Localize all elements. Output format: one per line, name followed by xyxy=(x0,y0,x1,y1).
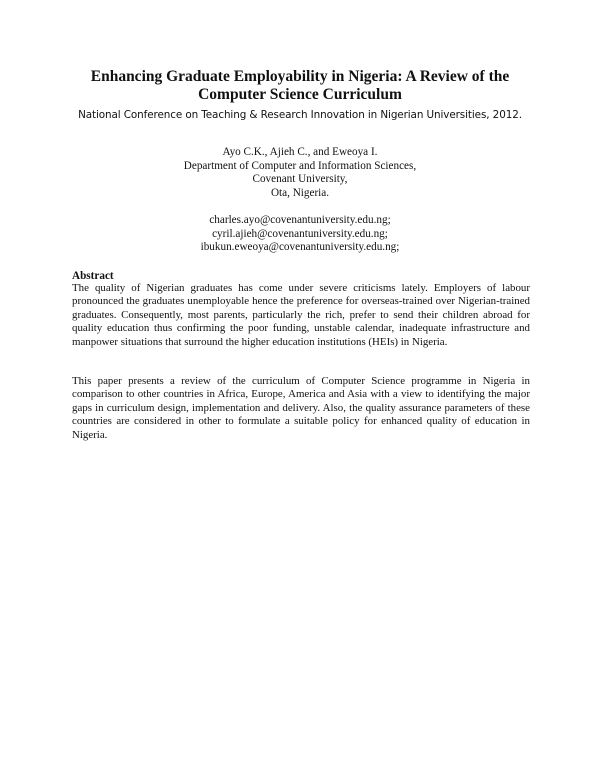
affiliation-location: Ota, Nigeria. xyxy=(270,186,330,199)
email-block xyxy=(100,214,500,255)
paper-title-line-1: Enhancing Graduate Employability in Nigeria: A Review of the xyxy=(90,68,510,85)
author-names: Ayo C.K., Ajieh C., and Eweoya I. xyxy=(222,146,378,158)
paper-title xyxy=(60,68,540,104)
email-address: ibukun.eweoya@covenantuniversity.edu.ng; xyxy=(200,241,400,254)
abstract-heading: Abstract xyxy=(72,270,114,282)
affiliation-department: Department of Computer and Information Sciences, xyxy=(183,159,417,172)
paper-title-line-2: Computer Science Curriculum xyxy=(198,86,402,103)
abstract-paragraph-1: The quality of Nigerian graduates has come under severe criticisms lately. Employers of labour pronounced the graduates unemployable hence the preference for overseas-trained over Nigerian-trained graduates. Consequently, most parents, particularly the rich, prefer to send their children abroad for quality education thus confirming the poor funding, unstable calendar, inadequate infrastructure and manpower situations that surround the higher education institutions (HEIs) in Nigeria. xyxy=(72,282,530,348)
author-block xyxy=(100,146,500,200)
email-address: charles.ayo@covenantuniversity.edu.ng; xyxy=(209,214,391,226)
email-address: cyril.ajieh@covenantuniversity.edu.ng; xyxy=(212,227,388,240)
abstract-paragraph-2: This paper presents a review of the curriculum of Computer Science programme in Nigeria in comparison to other countries in Africa, Europe, America and Asia with a view to identifying the major gaps in curriculum design, implementation and delivery. Also, the quality assurance parameters of these countries are considered in other to formulate a suitable policy for enhanced quality of education in Nigeria. xyxy=(72,375,530,441)
conference-line: National Conference on Teaching & Research Innovation in Nigerian Universities, 2012. xyxy=(78,109,522,121)
affiliation-university: Covenant University, xyxy=(252,173,348,186)
